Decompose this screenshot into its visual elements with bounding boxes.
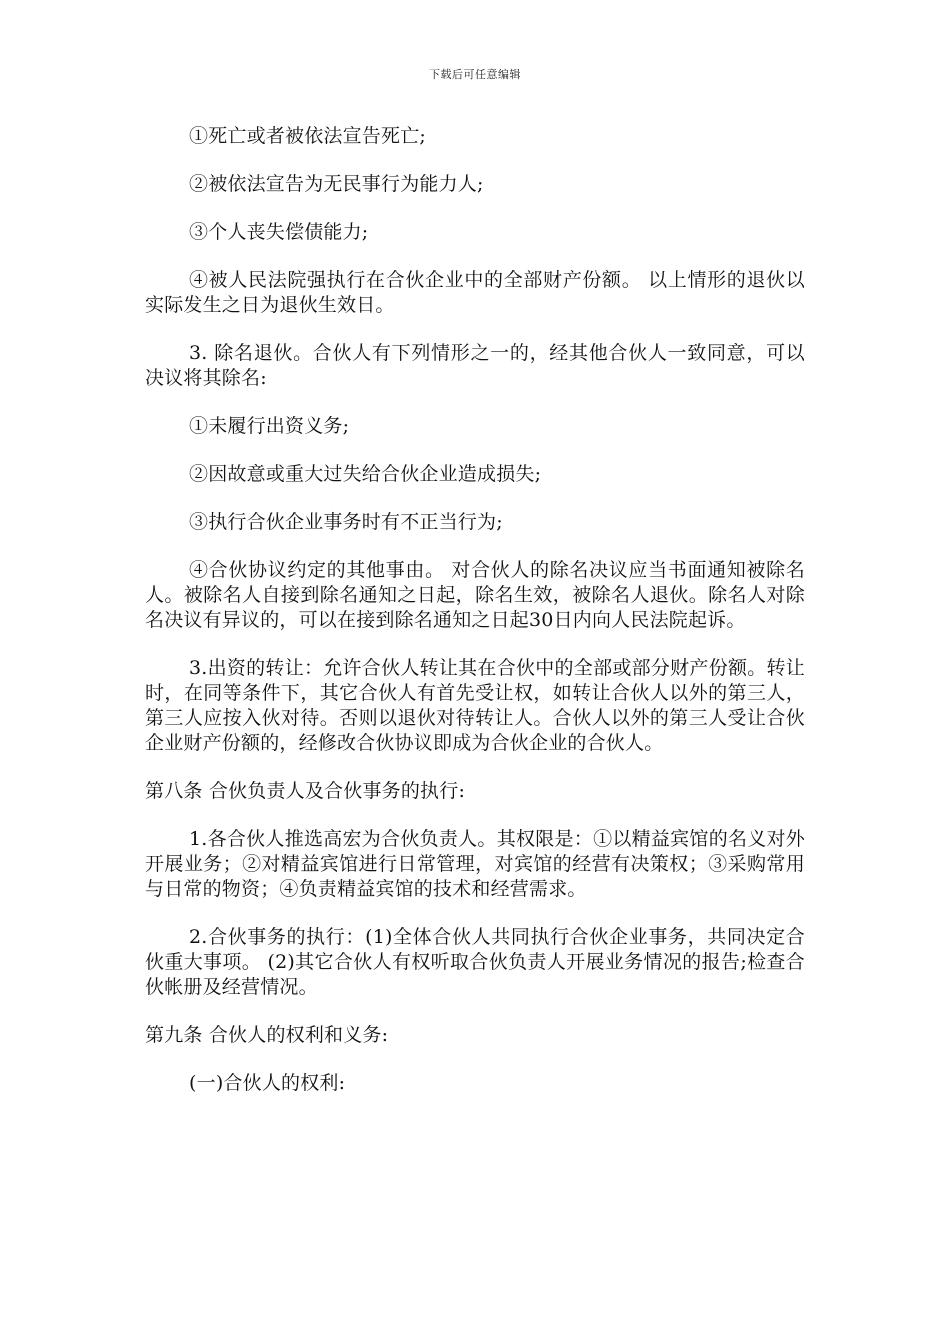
article-9-heading: 第九条 合伙人的权利和义务: xyxy=(145,1024,389,1046)
paragraph-expulsion: 3. 除名退伙。合伙人有下列情形之一的，经其他合伙人一致同意，可以决议将其除名: xyxy=(145,342,805,389)
document-body xyxy=(145,124,805,1119)
paragraph-partner-rights: (一)合伙人的权利: xyxy=(189,1072,346,1094)
paragraph-partner-lead: 1.各合伙人推选高宏为合伙负责人。其权限是：①以精益宾馆的名义对外开展业务；②对精益宾馆进行日常管理，对宾馆的经营有决策权；③采购常用与日常的物资；④负责精益宾馆的技术和经营需求。 xyxy=(145,828,805,900)
paragraph-enforcement-item: ④被人民法院强执行在合伙企业中的全部财产份额。 以上情形的退伙以实际发生之日为退伙生效日。 xyxy=(145,269,805,316)
page-header: 下载后可任意编辑 xyxy=(429,68,521,81)
paragraph-expulsion-item-1: ①未履行出资义务; xyxy=(189,415,350,437)
paragraph-affairs-execution: 2.合伙事务的执行：(1)全体合伙人共同执行合伙企业事务，共同决定合伙重大事项。 (2)其它合伙人有权听取合伙负责人开展业务情况的报告;检查合伙帐册及经营情况。 xyxy=(145,926,805,998)
paragraph-expulsion-item-4: ④合伙协议约定的其他事由。 对合伙人的除名决议应当书面通知被除名人。被除名人自接到除名通知之日起，除名生效，被除名人退伙。除名人对除名决议有异议的，可以在接到除名通知之日起30日内向人民法院起诉。 xyxy=(145,559,805,631)
article-8-heading: 第八条 合伙负责人及合伙事务的执行: xyxy=(145,780,466,802)
paragraph-insolvency-item: ③个人丧失偿债能力; xyxy=(189,221,369,243)
paragraph-capital-transfer: 3.出资的转让：允许合伙人转让其在合伙中的全部或部分财产份额。转让时，在同等条件下，其它合伙人有首先受让权，如转让合伙人以外的第三人，第三人应按入伙对待。否则以退伙对待转让人。合伙人以外的第三人受让合伙企业财产份额的，经修改合伙协议即成为合伙企业的合伙人。 xyxy=(145,657,805,754)
paragraph-expulsion-item-2: ②因故意或重大过失给合伙企业造成损失; xyxy=(189,463,542,485)
paragraph-incapacity-item: ②被依法宣告为无民事行为能力人; xyxy=(189,173,484,195)
paragraph-death-item: ①死亡或者被依法宣告死亡; xyxy=(189,125,427,147)
paragraph-expulsion-item-3: ③执行合伙企业事务时有不正当行为; xyxy=(189,511,503,533)
